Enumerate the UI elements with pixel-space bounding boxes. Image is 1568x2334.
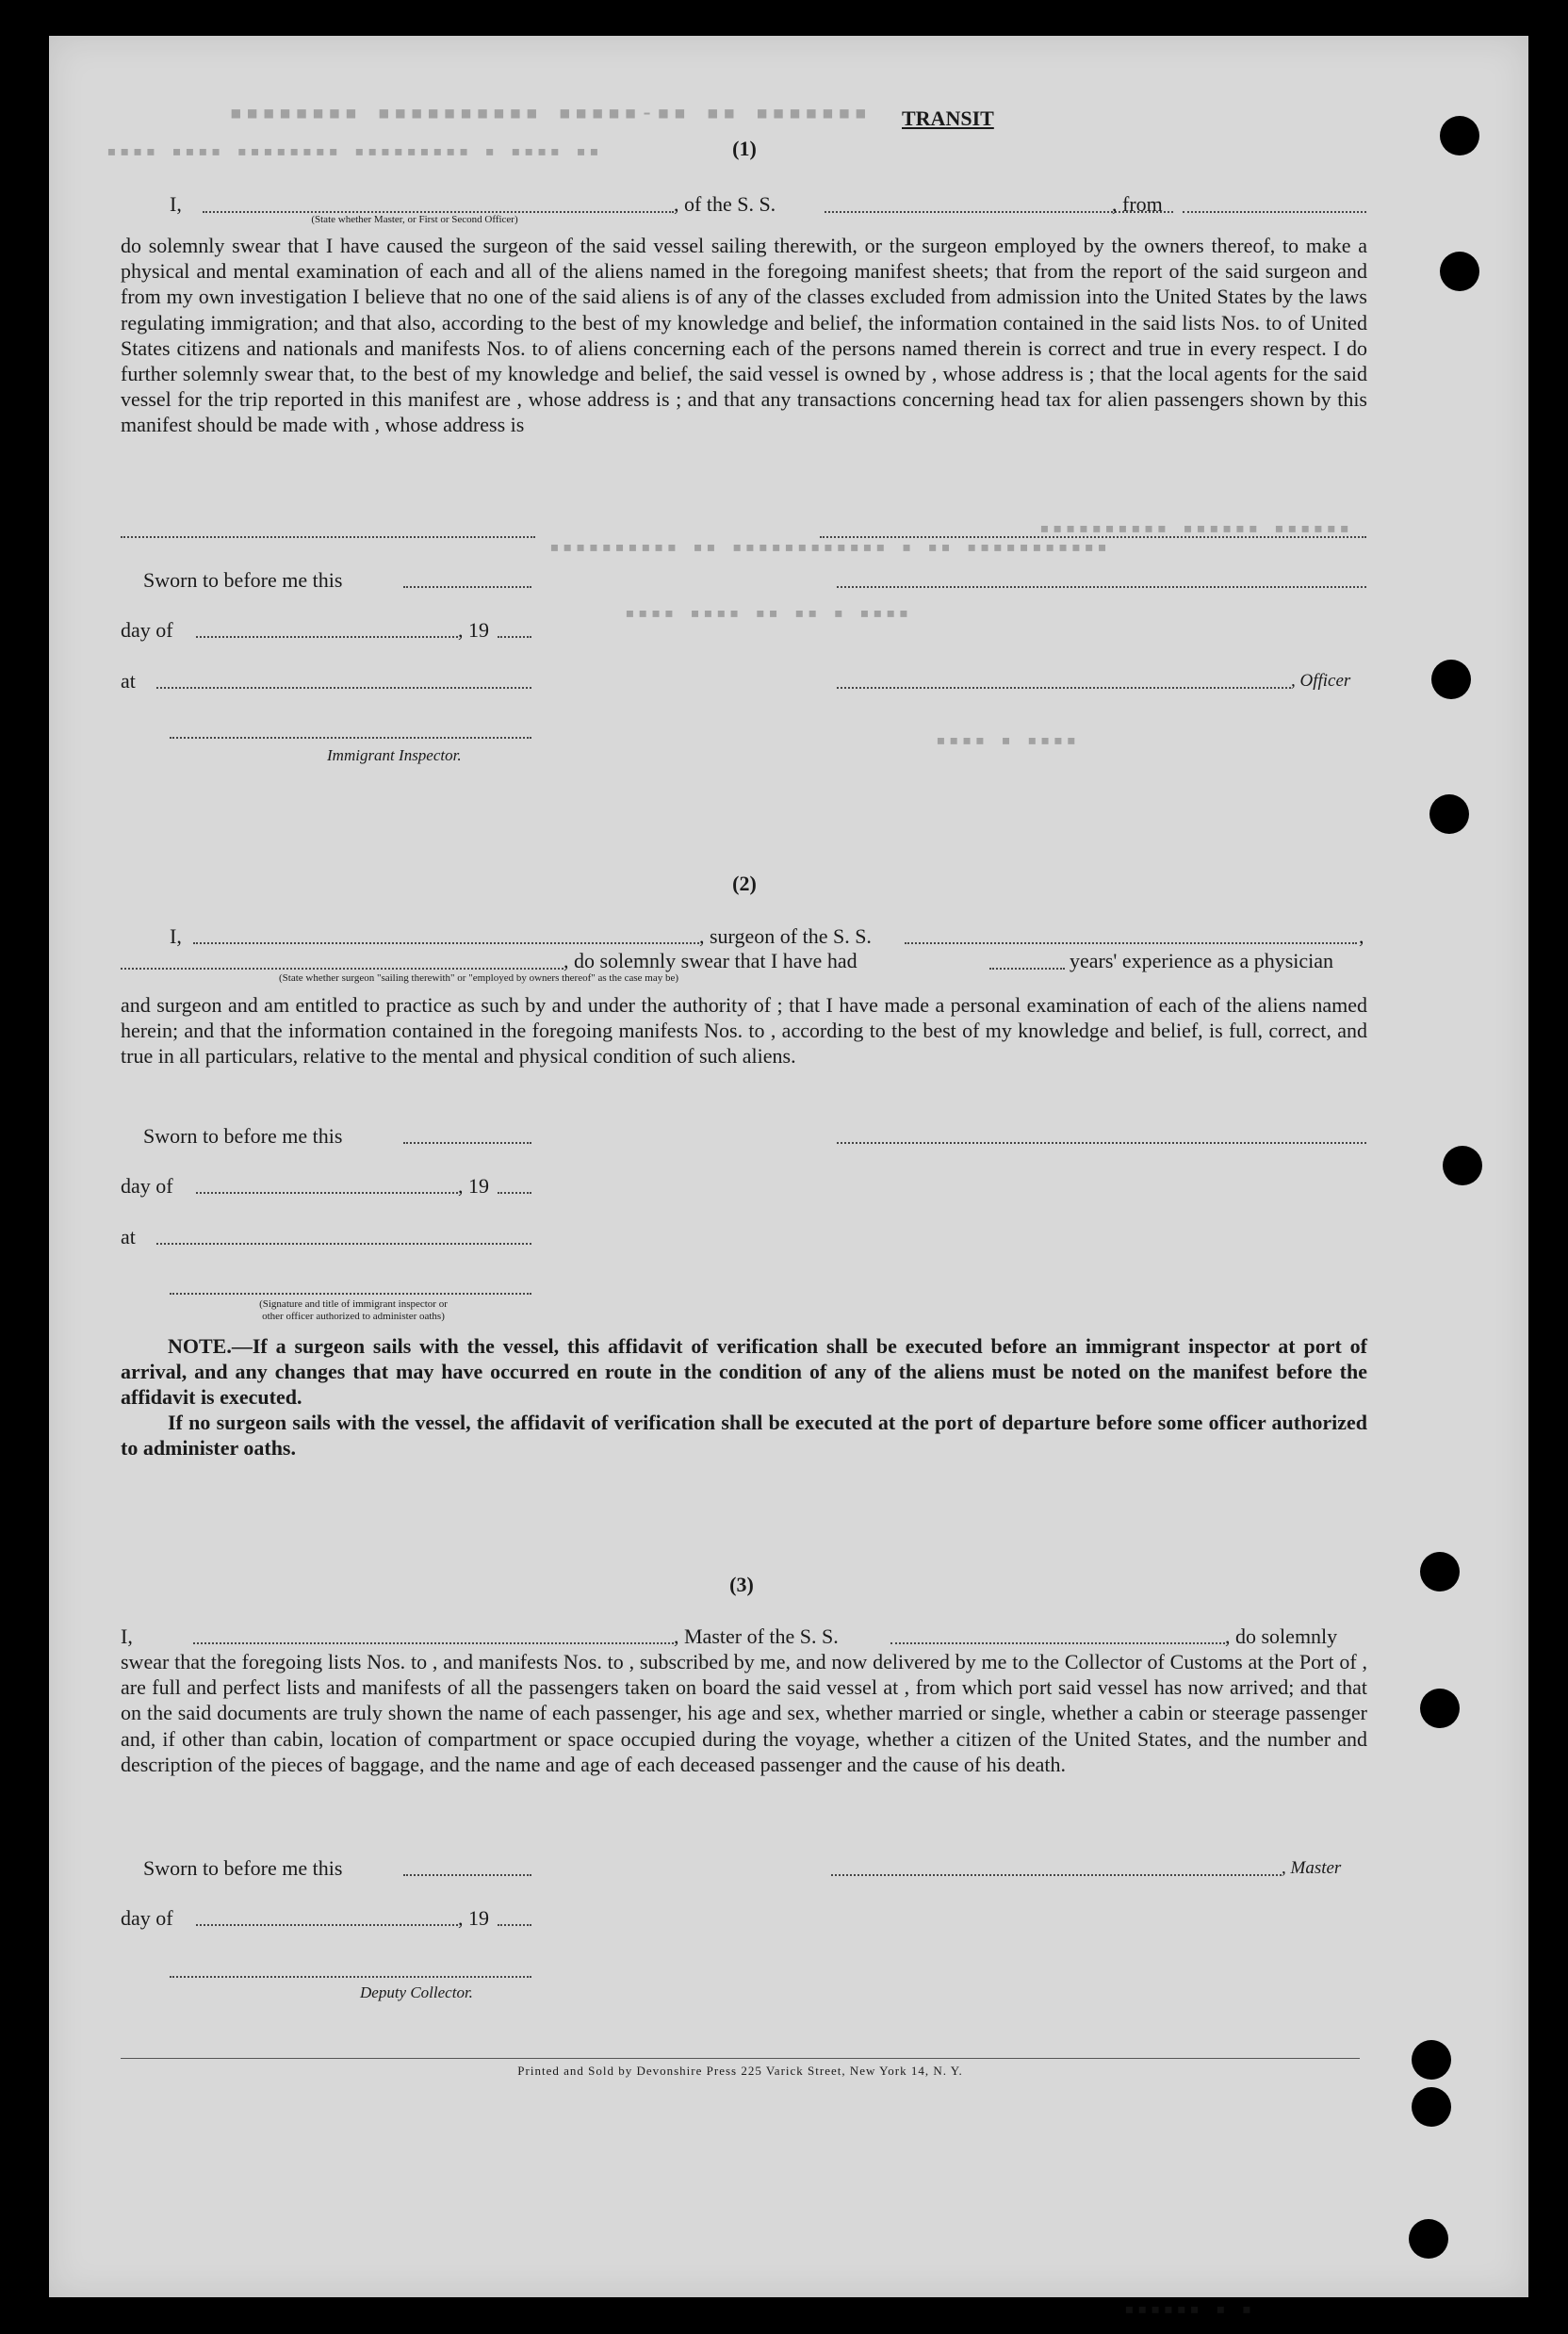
section-2-number: (2) bbox=[732, 872, 757, 895]
punch-hole bbox=[1412, 2040, 1451, 2080]
s2-years: years' experience as a physician bbox=[1070, 949, 1334, 972]
s1-inspector-label: Immigrant Inspector. bbox=[327, 746, 462, 764]
s1-sworn: Sworn to before me this bbox=[143, 568, 343, 592]
s2-vessel-field[interactable] bbox=[905, 942, 1357, 944]
s1-i-label: I, bbox=[170, 192, 182, 216]
transit-stamp: TRANSIT bbox=[902, 106, 994, 130]
s1-year-field[interactable] bbox=[498, 636, 531, 638]
s2-official-sign-field[interactable] bbox=[170, 1293, 531, 1295]
s2-surgeon-name-field[interactable] bbox=[193, 942, 699, 944]
footer-rule bbox=[121, 2058, 1360, 2059]
s3-vessel-field[interactable] bbox=[890, 1642, 1225, 1644]
s1-extra-line[interactable] bbox=[121, 536, 535, 538]
s3-deputy-label: Deputy Collector. bbox=[360, 1983, 473, 2001]
s1-at-field[interactable] bbox=[156, 687, 531, 689]
s2-at: at bbox=[121, 1225, 136, 1249]
s1-officer-sign-field[interactable] bbox=[837, 687, 1291, 689]
s2-sworn-field[interactable] bbox=[403, 1142, 531, 1144]
s2-oath-paragraph: and surgeon and am entitled to practice as such by and under the authority of ; that I have made a personal examination of each of the aliens named herein; and that the information contained in the foregoing manifests Nos. to , according to the best of my knowledge and belief, is full, correct, and true in all particulars, relative to the mental and physical condition of such aliens. bbox=[121, 993, 1367, 1069]
printer-imprint: Printed and Sold by Devonshire Press 225 Varick Street, New York 14, N. Y. bbox=[517, 2064, 963, 2078]
s1-day-of: day of bbox=[121, 618, 173, 642]
punch-hole bbox=[1443, 1146, 1482, 1185]
s1-from-field[interactable] bbox=[1183, 211, 1366, 213]
s1-of-the-ss: , of the S. S. bbox=[674, 192, 776, 216]
s2-swear: , do solemnly swear that I have had bbox=[564, 949, 858, 972]
s2-sworn: Sworn to before me this bbox=[143, 1124, 343, 1148]
show-through-text: ▪▪▪▪ ▪ ▪▪▪▪ bbox=[933, 730, 1077, 750]
punch-hole bbox=[1431, 660, 1471, 699]
s2-signature-note-1: (Signature and title of immigrant inspector or bbox=[259, 1298, 448, 1310]
show-through-text: ▪▪▪▪ ▪ ▪▪ ▪▪ ▪▪▪▪ ▪▪▪▪ bbox=[622, 603, 909, 623]
s2-nineteen: , 19 bbox=[458, 1174, 489, 1198]
s3-master-name-field[interactable] bbox=[193, 1642, 674, 1644]
s1-sworn-field[interactable] bbox=[403, 586, 531, 588]
s1-oath-paragraph: do solemnly swear that I have caused the surgeon of the said vessel sailing therewith, or the surgeon employed by the owners thereof, to make a physical and mental examination of each and all of the aliens named in the foregoing manifest sheets; that from the report of the said surgeon and from my own investigation I believe that no one of the said aliens is of any of the classes excluded from admission into the United States by the laws regulating immigration; and that also, according to the best of my knowledge and belief, the information contained in the said lists Nos. to of United States citizens and nationals and manifests Nos. to of aliens concerning each of the persons named therein is correct and true in every respect. I do further solemnly swear that, to the best of my knowledge and belief, the said vessel is owned by , whose address is ; that the local agents for the said vessel for the trip reported in this manifest are , whose address is ; and that any transactions concerning head tax for alien passengers shown by this manifest should be made with , whose address is bbox=[121, 234, 1367, 437]
s3-collector-sign-field[interactable] bbox=[170, 1976, 531, 1978]
s2-day-of: day of bbox=[121, 1174, 173, 1198]
section-1-number: (1) bbox=[732, 137, 757, 160]
punch-hole bbox=[1412, 2087, 1451, 2127]
s3-solemnly: , do solemnly bbox=[1225, 1624, 1338, 1648]
s2-comma: , bbox=[1359, 924, 1364, 948]
s3-day-of: day of bbox=[121, 1906, 173, 1930]
show-through-text: ▪▪▪▪▪▪ ▪▪▪▪▪▪ ▪▪▪▪▪▪▪▪▪▪ bbox=[1037, 518, 1350, 538]
punch-hole bbox=[1440, 252, 1479, 291]
s1-at: at bbox=[121, 669, 136, 693]
s3-master-label: , Master bbox=[1282, 1858, 1342, 1878]
show-through-text: ▪▪▪▪▪▪▪▪▪▪▪ ▪▪ ▪ ▪▪▪▪▪▪▪▪▪▪▪▪ ▪▪ ▪▪▪▪▪▪▪▪▪▪ bbox=[547, 537, 1107, 557]
s2-note-2: If no surgeon sails with the vessel, the affidavit of verification shall be executed at the port of departure before some officer authorized to administer oaths. bbox=[121, 1411, 1367, 1460]
s3-nineteen: , 19 bbox=[458, 1906, 489, 1930]
s3-sworn-field[interactable] bbox=[403, 1874, 531, 1876]
s1-officer-field[interactable] bbox=[203, 211, 674, 213]
s3-oath-paragraph: swear that the foregoing lists Nos. to , and manifests Nos. to , subscribed by me, and now delivered by me to the Collector of Customs at the Port of , are full and perfect lists and manifests of all the passengers taken on board the said vessel at , from which port said vessel has now arrived; and that on the said documents are truly shown the name of each passenger, his age and sex, whether married or single, whether a cabin or steerage passenger and, if other than cabin, location of compartment or space occupied during the voyage, whether a citizen of the United States, and the number and description of the pieces of baggage, and the name and age of each deceased passenger and the cause of his death. bbox=[121, 1650, 1367, 1776]
show-through-text: ▪▪▪▪▪▪▪ ▪▪ ▪▪-▪▪▪▪▪ ▪▪▪▪▪▪▪▪▪▪ ▪▪▪▪▪▪▪▪ bbox=[226, 99, 868, 125]
s1-officer-note: (State whether Master, or First or Second Officer) bbox=[311, 214, 518, 225]
s1-officer-label: , Officer bbox=[1291, 671, 1351, 691]
s2-note-1: NOTE.—If a surgeon sails with the vessel, this affidavit of verification shall be executed before an immigrant inspector at port of arrival, and any changes that may have occurred en route in the condition of any of the aliens must be noted on the manifest before the affidavit is executed. bbox=[121, 1334, 1367, 1409]
s3-master-of: , Master of the S. S. bbox=[674, 1624, 839, 1648]
show-through-text: ▪ ▪ ▪▪▪▪▪▪ bbox=[1121, 2299, 1252, 2319]
s1-day-field[interactable] bbox=[196, 636, 458, 638]
s2-signature-note-2: other officer authorized to administer oaths) bbox=[262, 1311, 445, 1322]
s2-surgeon-of: , surgeon of the S. S. bbox=[699, 924, 872, 948]
punch-hole bbox=[1429, 794, 1469, 834]
s1-inspector-sign-field[interactable] bbox=[170, 737, 531, 739]
section-3-number: (3) bbox=[729, 1573, 754, 1596]
s2-signature-field[interactable] bbox=[837, 1142, 1366, 1144]
s1-right-line[interactable] bbox=[837, 586, 1366, 588]
s2-year-field[interactable] bbox=[498, 1192, 531, 1194]
s2-day-field[interactable] bbox=[196, 1192, 458, 1194]
s3-master-sign-field[interactable] bbox=[831, 1874, 1282, 1876]
punch-hole bbox=[1420, 1552, 1460, 1591]
s3-sworn: Sworn to before me this bbox=[143, 1856, 343, 1880]
s2-i-label: I, bbox=[170, 924, 182, 948]
s2-at-field[interactable] bbox=[156, 1243, 531, 1245]
show-through-text: ▪▪ ▪▪▪▪ ▪ ▪▪▪▪▪▪▪▪▪ ▪▪▪▪▪▪▪▪ ▪▪▪▪ ▪▪▪▪ bbox=[104, 141, 599, 161]
s3-year-field[interactable] bbox=[498, 1924, 531, 1926]
s2-years-field[interactable] bbox=[989, 968, 1065, 970]
s1-extra-line-2[interactable] bbox=[820, 536, 1366, 538]
punch-hole bbox=[1420, 1689, 1460, 1728]
s2-surgeon-note: (State whether surgeon "sailing therewith" or "employed by owners thereof" as the case may be) bbox=[278, 972, 678, 984]
s1-from: , from bbox=[1112, 192, 1163, 216]
punch-hole bbox=[1409, 2219, 1448, 2259]
s1-nineteen: , 19 bbox=[458, 618, 489, 642]
s3-day-field[interactable] bbox=[196, 1924, 458, 1926]
s3-i-label: I, bbox=[121, 1624, 133, 1648]
punch-hole bbox=[1440, 116, 1479, 155]
s2-capacity-field[interactable] bbox=[121, 968, 564, 970]
